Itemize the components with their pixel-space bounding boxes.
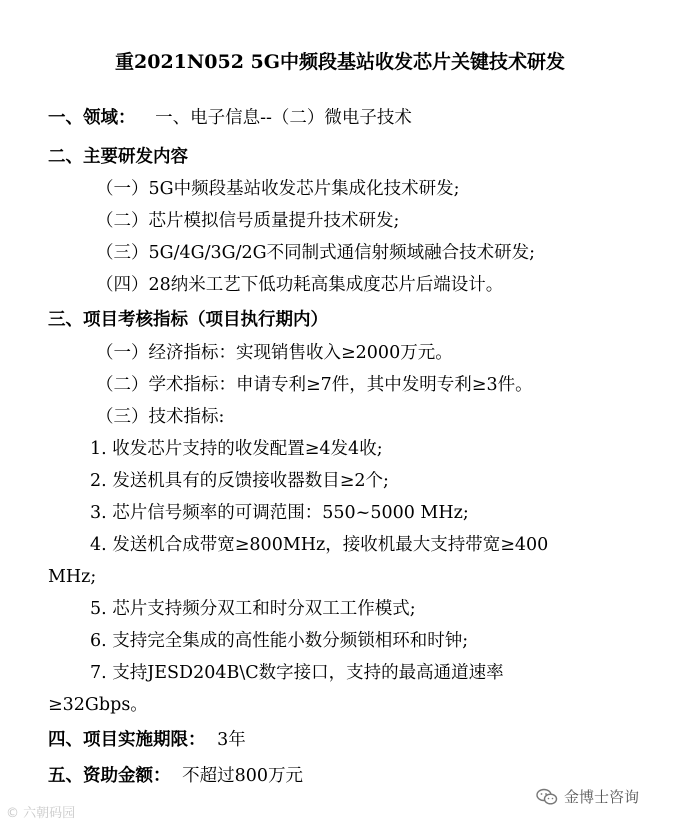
section-domain-value: 一、电子信息--（二）微电子技术 bbox=[155, 108, 412, 128]
tech-item: 6. 支持完全集成的高性能小数分频锁相环和时钟; bbox=[90, 631, 469, 651]
indicator-item: （三）技术指标: bbox=[96, 407, 225, 427]
content-item: （三）5G/4G/3G/2G不同制式通信射频域融合技术研发; bbox=[96, 243, 536, 263]
indicator-item: （一）经济指标：实现销售收入≥2000万元。 bbox=[96, 343, 453, 363]
section-domain bbox=[48, 106, 412, 130]
section-period bbox=[48, 728, 246, 752]
watermark-right bbox=[536, 786, 639, 807]
document-title: 重2021N052 5G中频段基站收发芯片关键技术研发 bbox=[115, 51, 565, 73]
wechat-icon bbox=[536, 788, 558, 806]
section-funding-heading: 五、资助金额： bbox=[48, 766, 171, 786]
tech-item: 2. 发送机具有的反馈接收器数目≥2个; bbox=[90, 471, 389, 491]
watermark-left: © 六朝码园 bbox=[6, 806, 76, 821]
section-period-heading: 四、项目实施期限： bbox=[48, 730, 206, 750]
content-item: （二）芯片模拟信号质量提升技术研发; bbox=[96, 211, 400, 231]
section-domain-heading: 一、领域： bbox=[48, 108, 136, 128]
tech-item: 1. 收发芯片支持的收发配置≥4发4收; bbox=[90, 439, 383, 459]
section-content-heading: 二、主要研发内容 bbox=[48, 147, 188, 167]
section-period-value: 3年 bbox=[217, 730, 246, 750]
section-funding-value: 不超过800万元 bbox=[182, 766, 303, 786]
tech-item: 3. 芯片信号频率的可调范围：550~5000 MHz; bbox=[90, 503, 469, 523]
content-item: （四）28纳米工艺下低功耗高集成度芯片后端设计。 bbox=[96, 275, 504, 295]
watermark-right-label: 金博士咨询 bbox=[564, 788, 640, 806]
section-indicators-heading: 三、项目考核指标（项目执行期内） bbox=[48, 310, 328, 330]
tech-item: 7. 支持JESD204B\C数字接口，支持的最高通道速率 bbox=[90, 663, 504, 683]
tech-item: 5. 芯片支持频分双工和时分双工工作模式; bbox=[90, 599, 416, 619]
tech-item: 4. 发送机合成带宽≥800MHz，接收机最大支持带宽≥400 bbox=[90, 535, 549, 555]
section-funding bbox=[48, 764, 303, 788]
indicator-item: （二）学术指标：申请专利≥7件，其中发明专利≥3件。 bbox=[96, 375, 533, 395]
tech-item-continued: MHz; bbox=[48, 567, 97, 587]
tech-item-continued: ≥32Gbps。 bbox=[48, 695, 148, 715]
content-item: （一）5G中频段基站收发芯片集成化技术研发; bbox=[96, 179, 460, 199]
